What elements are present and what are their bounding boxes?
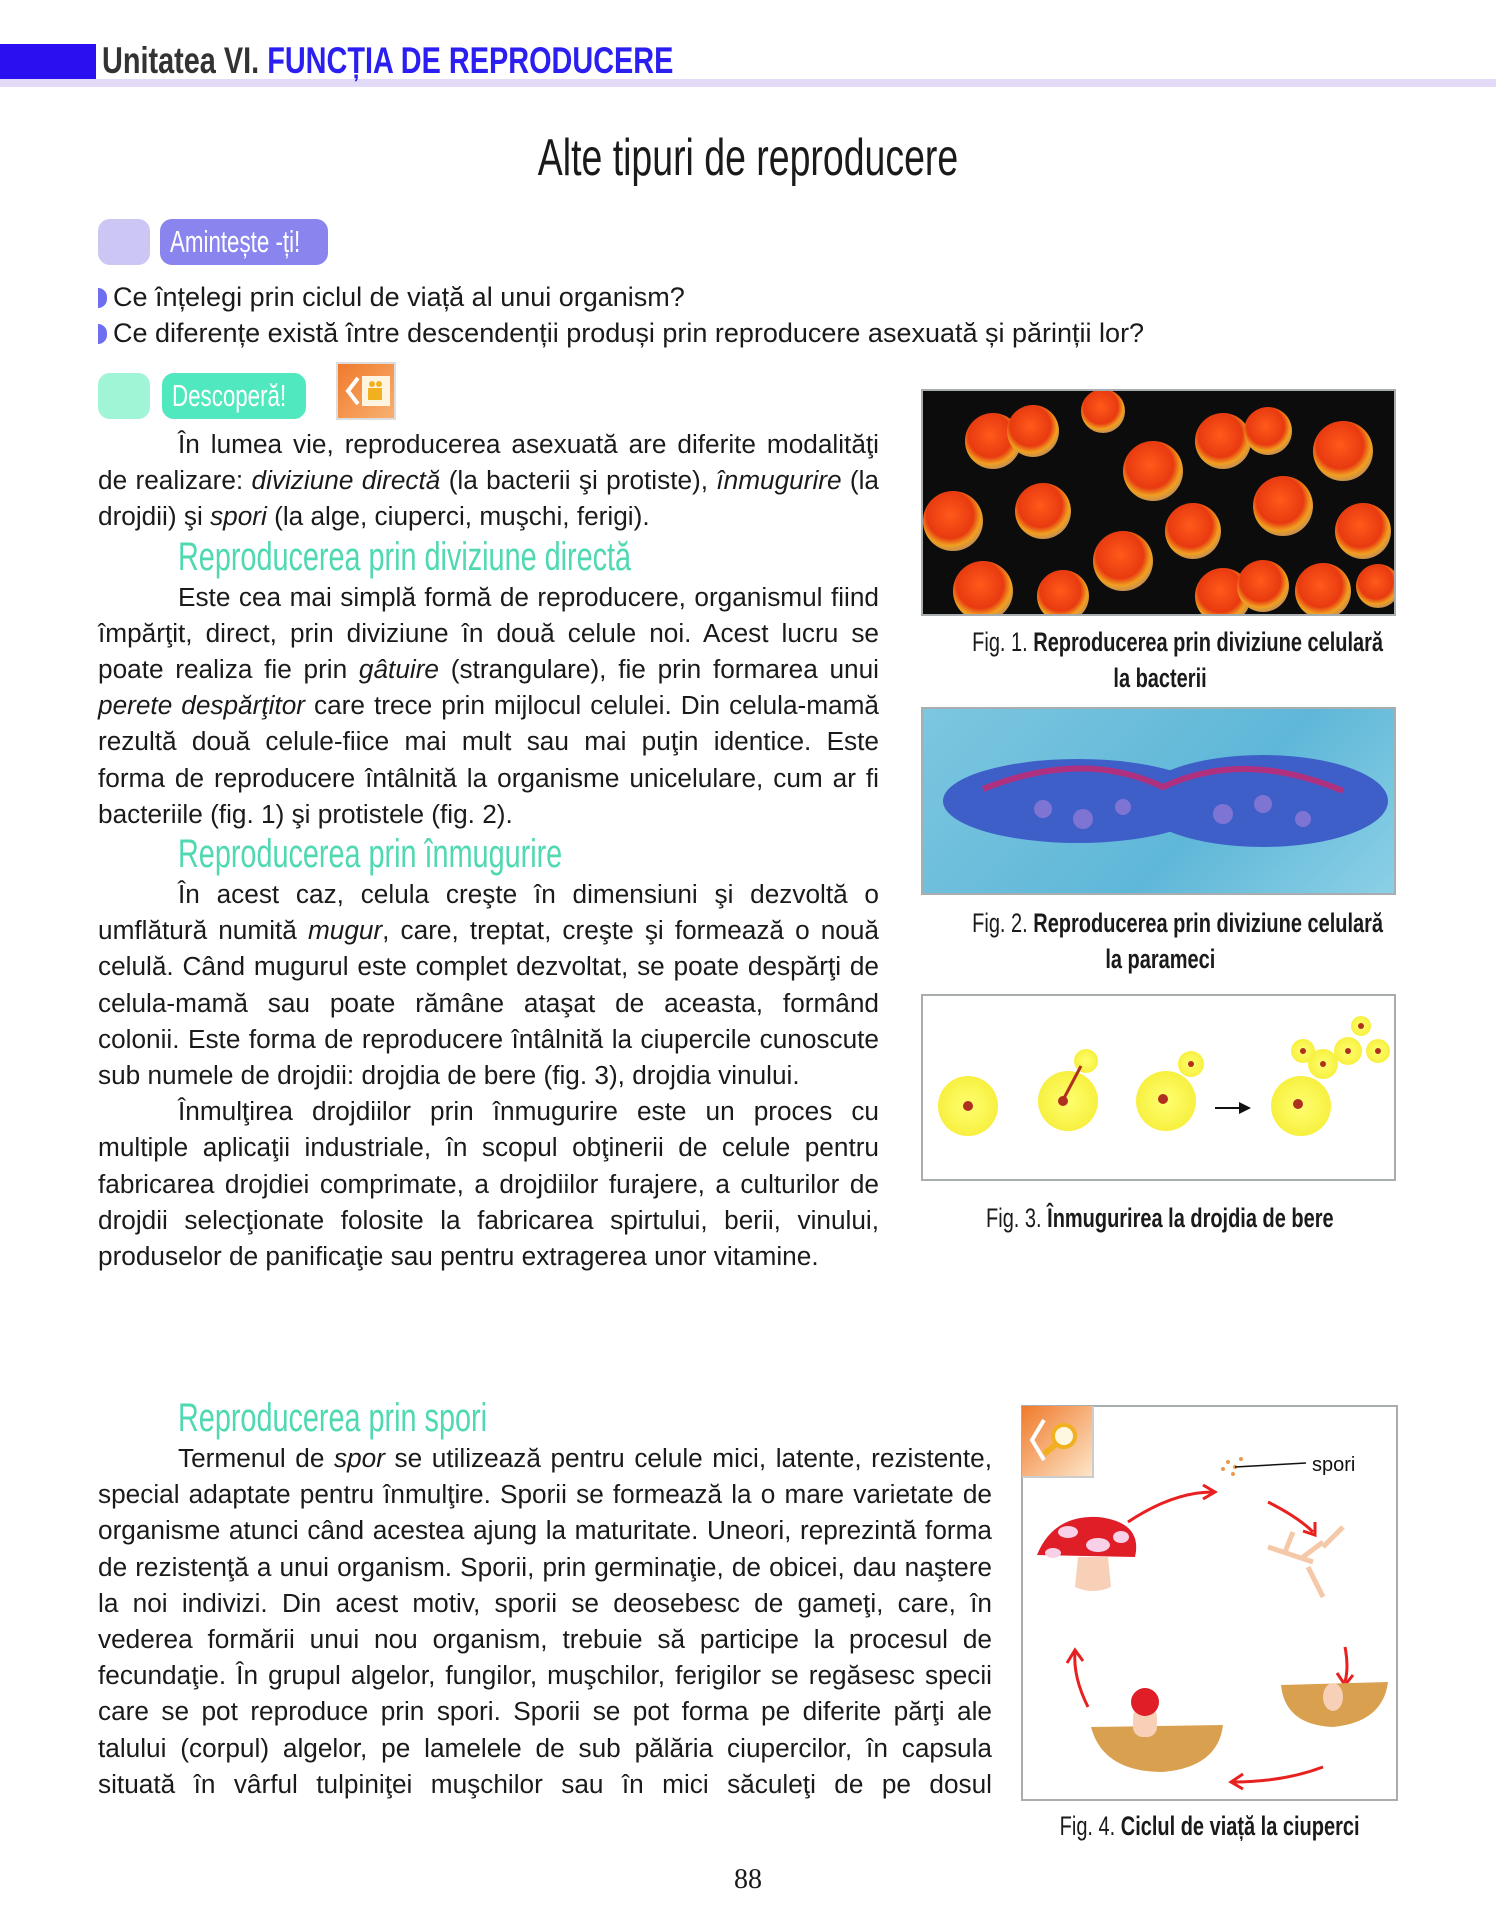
figure-4-caption: Fig. 4. Ciclul de viață la ciuperci [1060, 1811, 1360, 1841]
page-number: 88 [734, 1864, 762, 1895]
division-paragraph: Este cea mai simplă formă de reproducere, organismul fiind împărţit, direct, prin diviziune în două celule noi. Acest lucru se poate realiza fie prin gâtuire (strangulare), fie prin formarea unui perete despărţitor care trece prin mijlocul celulei. Din celula-mamă rezultă două celule-fiice mai mult sau mai puţin identice. Este forma de reproducere întâlnită la organisme unicelulare, cum ar fi bacteriile (fig. 1) şi protistele (fig. 2). [98, 581, 879, 829]
discover-label: Descoperă! [172, 378, 287, 413]
spores-paragraph: Termenul de spor se utilizează pentru celule mici, latente, rezistente, special adaptate pentru înmulţire. Sporii se formează la o mare varietate de organisme atunci când acestea ajung la maturitate. Uneori, reprezintă forma de rezistenţă a unui organism. Sporii, prin germinaţie, de obicei, dau naştere la noi indivizi. Din acest motiv, sporii se deosebesc de gameţi, care, în vederea formării unui nou organism, trebuie să participe la procesul de fecundaţie. În grupul algelor, fungilor, muşchilor, ferigilor se regăsesc specii care se pot reproduce prin spori. Sporii se pot forma pe diferite părţi ale talului (corpul) algelor, pe lamelele de sub pălăria ciupercilor, în capsula situată în vârful tulpiniţei muşchilor sau în mici săculeţi de pe dosul [98, 1443, 992, 1799]
figure-2-caption: Fig. 2. Reproducerea prin diviziune celulară la parameci [972, 908, 1384, 974]
section-heading-division: Reproducerea prin diviziune directă [178, 534, 632, 579]
page-title: Alte tipuri de reproducere [537, 129, 959, 187]
figure-2-image [921, 707, 1396, 895]
spores-label: spori [1312, 1454, 1356, 1476]
remember-badge [160, 219, 328, 265]
discover-badge [162, 373, 306, 419]
unit-title: FUNCȚIA DE REPRODUCERE [267, 40, 674, 81]
figure-4-image [1021, 1405, 1398, 1801]
question-item [98, 318, 1144, 349]
question-item [98, 282, 685, 313]
yeast-applications-paragraph: Înmulţirea drojdiilor prin înmugurire este un proces cu multiple aplicaţii industriale, în scopul obţinerii de celule pentru fabricarea drojdiei comprimate, a drojdiilor furajere, a culturilor de drojdii selecţionate folosite la fabricarea spirtului, berii, vinului, produselor de panificaţie sau pentru extragerea unor vitamine. [98, 1096, 879, 1272]
figure-1-image [921, 389, 1396, 616]
remember-badge-square [98, 219, 150, 265]
bullet-icon [98, 288, 107, 308]
discover-badge-square [98, 373, 150, 419]
bullet-icon [98, 324, 107, 344]
question-text: Ce diferențe există între descendenții produși prin reproducere asexuată și părinții lor? [113, 318, 1145, 348]
section-heading-budding: Reproducerea prin înmugurire [178, 832, 563, 877]
figure-3-image [921, 994, 1396, 1181]
unit-header [102, 40, 673, 82]
video-camera-icon[interactable] [336, 362, 396, 420]
question-text: Ce înțelegi prin ciclul de viață al unui organism? [113, 282, 685, 312]
header-accent-block [0, 44, 96, 81]
unit-label: Unitatea VI. [102, 40, 260, 81]
section-heading-spores: Reproducerea prin spori [178, 1396, 487, 1440]
remember-label: Amintește -ți! [170, 224, 301, 259]
figure-1-caption: Fig. 1. Reproducerea prin diviziune celulară la bacterii [972, 627, 1384, 693]
budding-paragraph: În acest caz, celula creşte în dimensiuni şi dezvoltă o umflătură numită mugur, care, treptat, creşte şi formează o nouă celulă. Când mugurul este complet dezvoltat, se poate despărţi de celula-mamă sau poate rămâne ataşat de aceasta, formând colonii. Este forma de reproducere întâlnită la ciupercile cunoscute sub numele de drojdii: drojdia de bere (fig. 3), drojdia vinului. [98, 879, 879, 1091]
figure-3-caption: Fig. 3. Înmugurirea la drojdia de bere [986, 1203, 1334, 1233]
intro-paragraph: În lumea vie, reproducerea asexuată are diferite modalităţi de realizare: diviziune directă (la bacterii şi protiste), înmugurire (la drojdii) şi spori (la alge, ciuperci, muşchi, ferigi). [98, 429, 879, 532]
